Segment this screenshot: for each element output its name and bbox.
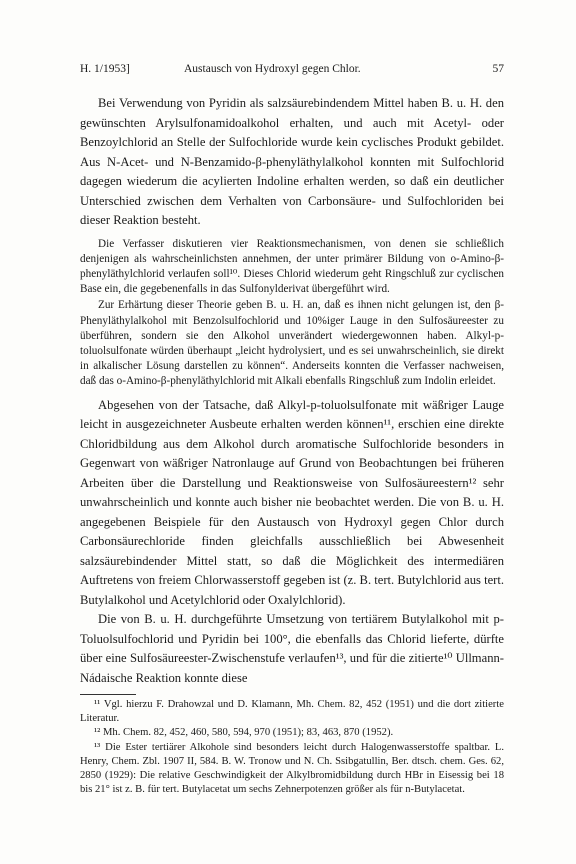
issue-reference: H. 1/1953] xyxy=(80,63,130,75)
article-body xyxy=(80,94,504,797)
footnote-13: ¹³ Die Ester tertiärer Alkohole sind besonders leicht durch Halogenwasserstoffe spaltbar. L. Henry, Chem. Zbl. 1907 II, 584. B. W. Tronow und N. Ch. Ssibgatullin, Ber. dtsch. chem. Ges. 62, 2850 (1929): Die relative Geschwindigkeit der Alkylbromidbildung durch HBr in Eisessig bei 18 bis 21° ist z. B. für tert. Butylacetat um sechs Zehnerpotenzen größer als für n-Butylacetat. xyxy=(80,741,504,796)
paragraph-pyridin: Bei Verwendung von Pyridin als salzsäurebindendem Mittel haben B. u. H. den gewünschten Arylsulfonamidoalkohol erhalten, und auch mit Acetyl- oder Benzoylchlorid an Stelle der Sulfochloride wurde kein cyclisches Produkt gebildet. Aus N-Acet- und N-Benzamido-β-phenyläthylalkohol konnten mit Sulfochlorid dagegen wiederum die acylierten Indoline erhalten werden, so daß ein deutlicher Unterschied zwischen dem Verhalten von Carbonsäure- und Sulfochloriden bei dieser Reaktion besteht. xyxy=(80,96,504,227)
footnote-11: ¹¹ Vgl. hierzu F. Drahowzal und D. Klamann, Mh. Chem. 82, 452 (1951) und die dort zitierte Literatur. xyxy=(80,699,504,725)
paragraph-mechanisms: Die Verfasser diskutieren vier Reaktionsmechanismen, von denen sie schließlich denjenigen als wahrscheinlichsten annehmen, der unter primärer Bildung von o-Amino-β-phenyläthylchlorid verlaufen soll¹⁰. Dieses Chlorid wiederum geht Ringschluß zur cyclischen Base ein, die gegebenenfalls in das Sulfonylderivat übergeführt wird. xyxy=(80,237,504,296)
paragraph-butylalkohol: Die von B. u. H. durchgeführte Umsetzung von tertiärem Butylalkohol mit p-Toluolsulfochlorid und Pyridin bei 100°, die ebenfalls das Chlorid lieferte, dürfte über eine Sulfosäureester-Zwischenstufe verlaufen¹³, und für die zitierte¹⁰ Ullmann-Nádaische Reaktion konnte diese xyxy=(80,612,504,685)
running-title: Austausch von Hydroxyl gegen Chlor. xyxy=(184,63,361,75)
footnote-divider xyxy=(80,694,136,695)
page-number: 57 xyxy=(492,63,504,75)
paragraph-theory: Zur Erhärtung dieser Theorie geben B. u. H. an, daß es ihnen nicht gelungen ist, den β-Phenyläthylalkohol mit Benzolsulfochlorid und 10%iger Lauge in den Sulfosäureester zu überführen, sondern sie den Alkohol unverändert wiedergewonnen haben. Alkyl-p-toluolsulfonate würden überhaupt „leicht hydrolysiert, und es sei unwahrscheinlich, sie direkt in alkalischer Lösung darstellen zu können“. Anderseits konnten die Verfasser nachweisen, daß das o-Amino-β-phenyläthylchlorid mit Alkali ebenfalls Ringschluß zum Indolin erleidet. xyxy=(80,299,504,388)
footnote-12: ¹² Mh. Chem. 82, 452, 460, 580, 594, 970 (1951); 83, 463, 870 (1952). xyxy=(94,727,394,739)
paragraph-toluolsulfonate: Abgesehen von der Tatsache, daß Alkyl-p-toluolsulfonate mit wäßriger Lauge leicht in ausgezeichneter Ausbeute erhalten werden können¹¹, erschien eine direkte Chloridbildung aus dem Alkohol durch aromatische Sulfochloride besonders in Gegenwart von wäßriger Natronlauge auf Grund von Beobachtungen bei früheren Arbeiten über die Darstellung und Reaktionsweise von Sulfosäureestern¹² sehr unwahrscheinlich und konnte auch bisher nie beobachtet werden. Die von B. u. H. angegebenen Beispiele für den Austausch von Hydroxyl gegen Chlor durch Carbonsäurechloride finden gleichfalls ausschließlich bei Abwesenheit salzsäurebindender Mittel statt, so daß die Möglichkeit des intermediären Auftretens von freiem Chlorwasserstoff gegeben ist (z. B. tert. Butylchlorid aus tert. Butylalkohol und Acetylchlorid oder Oxalylchlorid). xyxy=(80,397,504,607)
